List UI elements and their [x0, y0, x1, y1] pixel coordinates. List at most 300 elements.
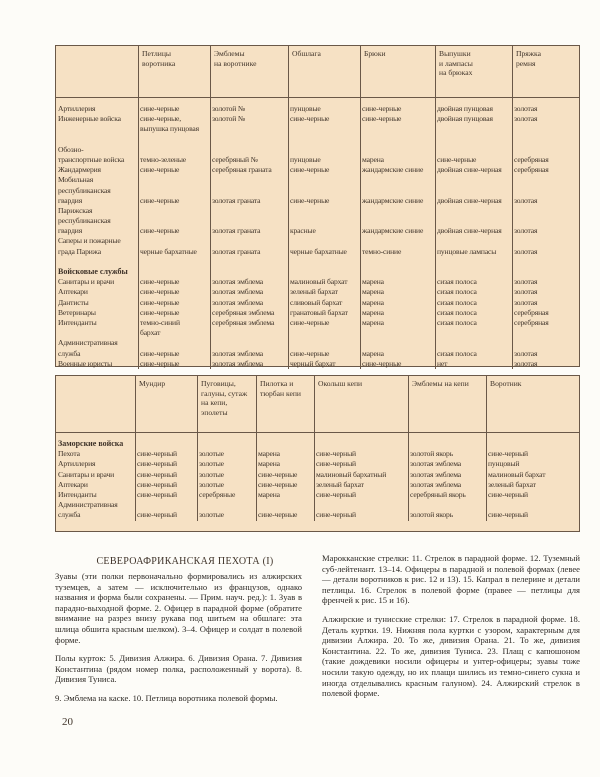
table-cell: сине-черные	[362, 358, 402, 368]
table-cell: золотая	[514, 277, 538, 287]
row-label: Артиллерия	[58, 104, 96, 113]
table-row	[56, 287, 579, 297]
table-cell: жандармские синие	[362, 165, 424, 175]
table-cell: зеленый бархат	[316, 479, 364, 489]
table-cell: темно-синий	[140, 317, 180, 327]
table-cell: марена	[362, 297, 384, 307]
table-cell	[360, 236, 435, 246]
table-cell	[138, 257, 210, 267]
row-label	[56, 257, 138, 267]
row-label: града Парижа	[58, 246, 101, 256]
table-cell: сливовый бархат	[290, 297, 343, 307]
row-label: Саперы и пожарные	[58, 236, 121, 246]
table-row	[56, 349, 579, 359]
table-cell: сине-черный	[137, 459, 177, 469]
table-cell	[210, 124, 288, 134]
table-cell	[435, 135, 512, 145]
row-label: Парижская	[58, 205, 93, 215]
table-cell: золотой №	[212, 114, 246, 124]
table-cell: золотая эмблема	[410, 479, 462, 489]
table-cell	[135, 439, 197, 449]
table-cell: золотая граната	[212, 246, 261, 256]
table-cell	[288, 124, 360, 134]
row-label	[56, 124, 138, 134]
table-cell: двойная сине-черная	[437, 195, 502, 205]
table-cell	[408, 439, 486, 449]
table-cell: гранатовый бархат	[290, 307, 348, 317]
table-cell: золотая	[514, 297, 538, 307]
column-header: Брюки	[360, 46, 435, 97]
table-cell	[360, 328, 435, 338]
table-cell	[288, 236, 360, 246]
table-cell: сине-черный	[488, 510, 528, 520]
column-header	[56, 46, 138, 97]
table-cell	[360, 186, 435, 196]
table-cell	[486, 439, 579, 449]
table-cell	[435, 216, 512, 226]
table-cell	[138, 216, 210, 226]
table-cell: сине-черные	[140, 226, 180, 236]
table-cell	[210, 135, 288, 145]
table-cell	[314, 500, 408, 510]
row-label: Артиллерия	[58, 459, 96, 469]
table-cell: марена	[362, 317, 384, 327]
section-title: СЕВЕРОАФРИКАНСКАЯ ПЕХОТА (I)	[96, 556, 274, 567]
table-cell: жандармские синие	[362, 226, 424, 236]
row-label: Инженерные войска	[58, 114, 121, 124]
table-cell: сине-черные	[140, 358, 180, 368]
table-cell: сине-черные	[290, 195, 330, 205]
table-row	[56, 449, 579, 459]
column-header	[56, 376, 135, 432]
column-header: Пилотка и тюрбан кепи	[256, 376, 314, 432]
table-cell: сине-черный	[488, 449, 528, 459]
table-cell	[210, 338, 288, 348]
table-cell	[360, 124, 435, 134]
table-cell: сине-черный	[137, 479, 177, 489]
table-body	[56, 433, 579, 521]
table-cell: нет	[437, 358, 448, 368]
column-header: Эмблемы на воротнике	[210, 46, 288, 97]
table-cell	[512, 206, 579, 216]
table-cell	[210, 206, 288, 216]
table-cell	[512, 124, 579, 134]
table-cell: золотая эмблема	[410, 469, 462, 479]
table-row	[56, 459, 579, 469]
table-cell	[360, 338, 435, 348]
table-cell	[256, 439, 314, 449]
table-cell: зеленый бархат	[488, 479, 536, 489]
column-header: Петлицы воротника	[138, 46, 210, 97]
row-label: Интенданты	[58, 317, 97, 327]
table-cell	[288, 175, 360, 185]
table-row	[56, 196, 579, 206]
table-cell	[435, 206, 512, 216]
table-row	[56, 298, 579, 308]
table-cell: двойная пунцовая	[437, 114, 493, 124]
table-row	[56, 155, 579, 165]
table-cell: золотой якорь	[410, 449, 454, 459]
table-cell	[435, 257, 512, 267]
table-cell: серебряная граната	[212, 165, 272, 175]
table-cell: сине-черные,	[140, 114, 182, 124]
table-cell	[288, 135, 360, 145]
row-label: Военные юристы	[58, 358, 113, 368]
column-header: Эмблемы на кепи	[408, 376, 486, 432]
table-cell: сине-черные	[362, 104, 402, 113]
row-label: Санитары и врачи	[58, 277, 115, 287]
table-row	[56, 338, 579, 348]
table-row	[56, 186, 579, 196]
table-cell	[435, 338, 512, 348]
row-label: Жандармерия	[58, 165, 101, 175]
table-row	[56, 216, 579, 226]
row-label: гвардия	[58, 195, 83, 205]
table-cell: сине-черные	[290, 348, 330, 358]
table-cell: сизая полоса	[437, 277, 477, 287]
table-cell	[197, 439, 256, 449]
table-cell: сине-черные	[290, 114, 330, 124]
table-cell	[138, 236, 210, 246]
table-cell: сине-черный	[316, 449, 356, 459]
table-row	[56, 145, 579, 155]
table-cell: двойная сине-черная	[437, 226, 502, 236]
table-cell: серебряная	[514, 165, 549, 175]
table-row	[56, 114, 579, 124]
text-column-left	[55, 571, 302, 712]
table-cell: серебряный №	[212, 154, 258, 164]
table-cell: золотая	[514, 226, 538, 236]
table-cell	[512, 186, 579, 196]
table-cell: сине-черные	[140, 165, 180, 175]
row-label: транспортные войска	[58, 154, 125, 164]
table-cell: золотая	[514, 348, 538, 358]
table-row	[56, 500, 579, 510]
table-cell: пунцовые	[290, 104, 321, 113]
table-row	[56, 490, 579, 500]
row-label: Дантисты	[58, 297, 89, 307]
table-cell	[288, 338, 360, 348]
table-cell	[138, 267, 210, 277]
table-cell: золотая эмблема	[212, 297, 264, 307]
table-cell	[512, 135, 579, 145]
table-cell	[138, 186, 210, 196]
table-cell: золотые	[199, 449, 224, 459]
text-column-right	[322, 553, 580, 707]
table-cell: марена	[362, 154, 384, 164]
table-cell: золотые	[199, 459, 224, 469]
table-cell	[135, 500, 197, 510]
table-cell	[435, 328, 512, 338]
table-cell: серебряный якорь	[410, 489, 466, 499]
table-cell	[512, 338, 579, 348]
table-cell	[210, 145, 288, 155]
table-cell	[288, 328, 360, 338]
table-cell: сизая полоса	[437, 348, 477, 358]
table-cell	[138, 206, 210, 216]
row-label: Обозно-	[58, 144, 84, 154]
column-header: Мундир	[135, 376, 197, 432]
table-cell: малиновый бархат	[488, 469, 546, 479]
row-label: Войсковые службы	[58, 267, 128, 276]
table-cell	[408, 500, 486, 510]
table-cell: серебряная	[514, 307, 549, 317]
table-cell: марена	[258, 489, 280, 499]
table-cell	[288, 216, 360, 226]
table-cell	[512, 257, 579, 267]
table-cell: сизая полоса	[437, 307, 477, 317]
column-header: Околыш кепи	[314, 376, 408, 432]
table-cell: золотая	[514, 114, 538, 124]
table-row	[56, 124, 579, 134]
page-number: 20	[62, 716, 73, 728]
uniform-table-overseas	[55, 375, 580, 532]
column-header: Пряжка ремня	[512, 46, 579, 97]
table-row	[56, 226, 579, 236]
table-cell	[210, 236, 288, 246]
table-header	[56, 376, 579, 433]
table-row	[56, 104, 579, 114]
table-cell	[210, 216, 288, 226]
table-cell: сине-черные	[140, 287, 180, 297]
table-cell	[360, 206, 435, 216]
table-cell: черные бархатные	[290, 246, 347, 256]
table-cell: золотые	[199, 510, 224, 520]
table-cell	[360, 145, 435, 155]
row-label: республиканская	[58, 185, 111, 195]
table-cell: марена	[362, 277, 384, 287]
table-cell	[512, 267, 579, 277]
table-row	[56, 359, 579, 369]
table-cell: сине-черные	[140, 307, 180, 317]
row-label: Ветеринары	[58, 307, 96, 317]
table-cell	[512, 175, 579, 185]
row-label: служба	[58, 510, 81, 520]
table-cell: сине-черный	[137, 489, 177, 499]
table-cell	[486, 500, 579, 510]
table-cell	[314, 439, 408, 449]
table-cell: пунцовый	[488, 459, 520, 469]
table-cell: двойная сине-черная	[437, 165, 502, 175]
table-cell: сине-черный	[137, 449, 177, 459]
table-cell: золотой №	[212, 104, 246, 113]
row-label: Заморские войска	[58, 439, 124, 448]
row-label: Санитары и врачи	[58, 469, 115, 479]
table-cell: сизая полоса	[437, 317, 477, 327]
table-row	[56, 470, 579, 480]
table-row	[56, 318, 579, 328]
table-cell	[288, 186, 360, 196]
table-cell	[512, 236, 579, 246]
paragraph: Зуавы (эти полки первоначально формировались из алжирских туземцев, а затем — исключительно из французов, однако названия и форма были сохранены. — Прим. науч. ред.): 1. Зуав в парадно-выходной форме. 2. Офицер в парадной форме (обратите внимание на разрез внизу рукава под шитьем на обшлаге: эта шлица обшита красным шелком). 3–4. Офицер и солдат в полевой форме.	[55, 571, 302, 645]
table-cell: сине-черные	[258, 479, 298, 489]
table-cell: малиновый бархат	[290, 277, 348, 287]
table-cell: серебряная	[514, 154, 549, 164]
table-cell: сине-черные	[362, 114, 402, 124]
table-row	[56, 480, 579, 490]
table-cell: красные	[290, 226, 316, 236]
table-cell: зеленый бархат	[290, 287, 338, 297]
paragraph: Полы курток: 5. Дивизия Алжира. 6. Дивизия Орана. 7. Дивизия Константина (рядом номер полка, расположенный у ворота). 8. Дивизия Туниса.	[55, 653, 302, 685]
row-label: Пехота	[58, 449, 80, 459]
table-row	[56, 236, 579, 246]
table-row	[56, 328, 579, 338]
table-cell: пунцовые лампасы	[437, 246, 497, 256]
table-row	[56, 510, 579, 520]
row-label: Аптекари	[58, 287, 88, 297]
column-header: Выпушки и лампасы на брюках	[435, 46, 512, 97]
table-row	[56, 247, 579, 257]
table-cell: золотой якорь	[410, 510, 454, 520]
table-cell: бархат	[140, 328, 161, 338]
row-label: Интенданты	[58, 489, 97, 499]
table-row	[56, 175, 579, 185]
table-cell	[360, 267, 435, 277]
row-label: служба	[58, 348, 81, 358]
table-cell: марена	[362, 348, 384, 358]
row-label: Административная	[58, 500, 118, 510]
table-cell: сине-черные	[290, 317, 330, 327]
table-cell	[512, 216, 579, 226]
table-cell: золотые	[199, 469, 224, 479]
table-cell	[435, 175, 512, 185]
row-label: Аптекари	[58, 479, 88, 489]
table-cell: сизая полоса	[437, 287, 477, 297]
table-cell: серебряная эмблема	[212, 317, 275, 327]
table-cell: сине-черный	[316, 489, 356, 499]
table-cell	[288, 267, 360, 277]
table-cell: сизая полоса	[437, 297, 477, 307]
table-cell: серебряная эмблема	[212, 307, 275, 317]
table-cell	[360, 135, 435, 145]
table-cell: марена	[362, 287, 384, 297]
table-cell: малиновый бархатный	[316, 469, 387, 479]
column-header: Обшлага	[288, 46, 360, 97]
table-cell: сине-черные	[140, 277, 180, 287]
table-cell	[435, 267, 512, 277]
table-cell: золотые	[199, 479, 224, 489]
table-cell: золотая эмблема	[212, 348, 264, 358]
table-cell: сине-черные	[258, 510, 298, 520]
table-cell: золотая эмблема	[410, 459, 462, 469]
table-cell	[210, 257, 288, 267]
table-cell: выпушка пунцовая	[140, 124, 199, 134]
table-row	[56, 257, 579, 267]
table-cell: сине-черный	[137, 510, 177, 520]
table-cell: золотая	[514, 104, 538, 113]
table-cell: серебряные	[199, 489, 236, 499]
table-cell: золотая граната	[212, 226, 261, 236]
table-cell	[138, 135, 210, 145]
table-cell	[435, 145, 512, 155]
column-header: Пуговицы, галуны, сутаж на кепи, эполеты	[197, 376, 256, 432]
table-cell	[360, 257, 435, 267]
section-heading-row	[56, 267, 579, 277]
table-cell: сине-черные	[140, 195, 180, 205]
table-cell: золотая эмблема	[212, 287, 264, 297]
table-cell: темно-синие	[362, 246, 402, 256]
table-cell: марена	[258, 449, 280, 459]
table-cell: сине-черный	[316, 459, 356, 469]
table-cell: сине-черные	[258, 469, 298, 479]
table-cell: серебряная	[514, 317, 549, 327]
table-cell: сине-черные	[140, 297, 180, 307]
table-cell	[138, 338, 210, 348]
table-cell: черные бархатные	[140, 246, 197, 256]
column-header: Воротник	[486, 376, 579, 432]
table-row	[56, 135, 579, 145]
table-row	[56, 277, 579, 287]
table-row	[56, 308, 579, 318]
table-cell	[210, 175, 288, 185]
table-cell	[197, 500, 256, 510]
table-cell	[138, 145, 210, 155]
row-label	[56, 328, 138, 338]
row-label: республиканская	[58, 216, 111, 226]
paragraph: Марокканские стрелки: 11. Стрелок в парадной форме. 12. Туземный суб-лейтенант. 13–14. Офицеры в парадной и полевой формах (левее — детали воротников к рис. 12 и 13). 15. Капрал в пелерине и детали петлицы. 16. Стрелок в полевой форме (правее — петлицы для френчей к рис. 15 и 16).	[322, 553, 580, 606]
table-cell: сине-черный	[137, 469, 177, 479]
table-cell: сине-черные	[140, 104, 180, 113]
table-cell	[210, 267, 288, 277]
table-cell	[512, 328, 579, 338]
table-cell: темно-зеленые	[140, 154, 187, 164]
table-cell: сине-черные	[140, 348, 180, 358]
row-label: Административная	[58, 338, 118, 348]
table-cell: марена	[258, 459, 280, 469]
table-cell: золотая	[514, 246, 538, 256]
table-cell	[210, 328, 288, 338]
table-row	[56, 206, 579, 216]
row-label: Мобильная	[58, 175, 94, 185]
table-cell	[138, 175, 210, 185]
table-cell	[435, 236, 512, 246]
table-header	[56, 46, 579, 98]
table-cell	[210, 186, 288, 196]
table-cell	[288, 257, 360, 267]
table-cell	[435, 186, 512, 196]
uniform-table-metropolitan	[55, 45, 580, 367]
table-cell: золотая	[514, 195, 538, 205]
table-cell	[256, 500, 314, 510]
table-cell	[360, 216, 435, 226]
table-cell: пунцовые	[290, 154, 321, 164]
table-cell	[512, 145, 579, 155]
table-cell: двойная пунцовая	[437, 104, 493, 113]
paragraph: Алжирские и тунисские стрелки: 17. Стрелок в парадной форме. 18. Деталь куртки. 19. Нижняя пола куртки с узором, характерным для дивизии Алжира. 20. То же, дивизия Орана. 21. То же, дивизия Константина. 22. То же, дивизия Туниса. 23. Плащ с капюшоном (такие дождевики носили офицеры и унтер-офицеры; зуавы тоже носили такую одежду, но их плащи шились из темно-синего сукна и иногда отделывались красным галуном). 24. Алжирский стрелок в полевой форме.	[322, 613, 580, 699]
table-cell: золотая	[514, 358, 538, 368]
table-row	[56, 165, 579, 175]
table-cell	[288, 145, 360, 155]
section-heading-row	[56, 439, 579, 449]
table-cell: сине-черные	[437, 154, 477, 164]
table-cell: сине-черный	[488, 489, 528, 499]
table-cell: сине-черный	[316, 510, 356, 520]
table-cell	[288, 206, 360, 216]
table-body	[56, 98, 579, 369]
row-label	[56, 135, 138, 145]
table-cell: сине-черные	[290, 165, 330, 175]
table-cell: жандармские синие	[362, 195, 424, 205]
paragraph: 9. Эмблема на каске. 10. Петлица воротника полевой формы.	[55, 692, 278, 703]
table-cell: золотая	[514, 287, 538, 297]
table-cell: золотая граната	[212, 195, 261, 205]
table-cell	[360, 175, 435, 185]
table-cell	[435, 124, 512, 134]
row-label: гвардия	[58, 226, 83, 236]
table-cell: марена	[362, 307, 384, 317]
table-cell: золотая эмблема	[212, 358, 264, 368]
table-cell: золотая эмблема	[212, 277, 264, 287]
